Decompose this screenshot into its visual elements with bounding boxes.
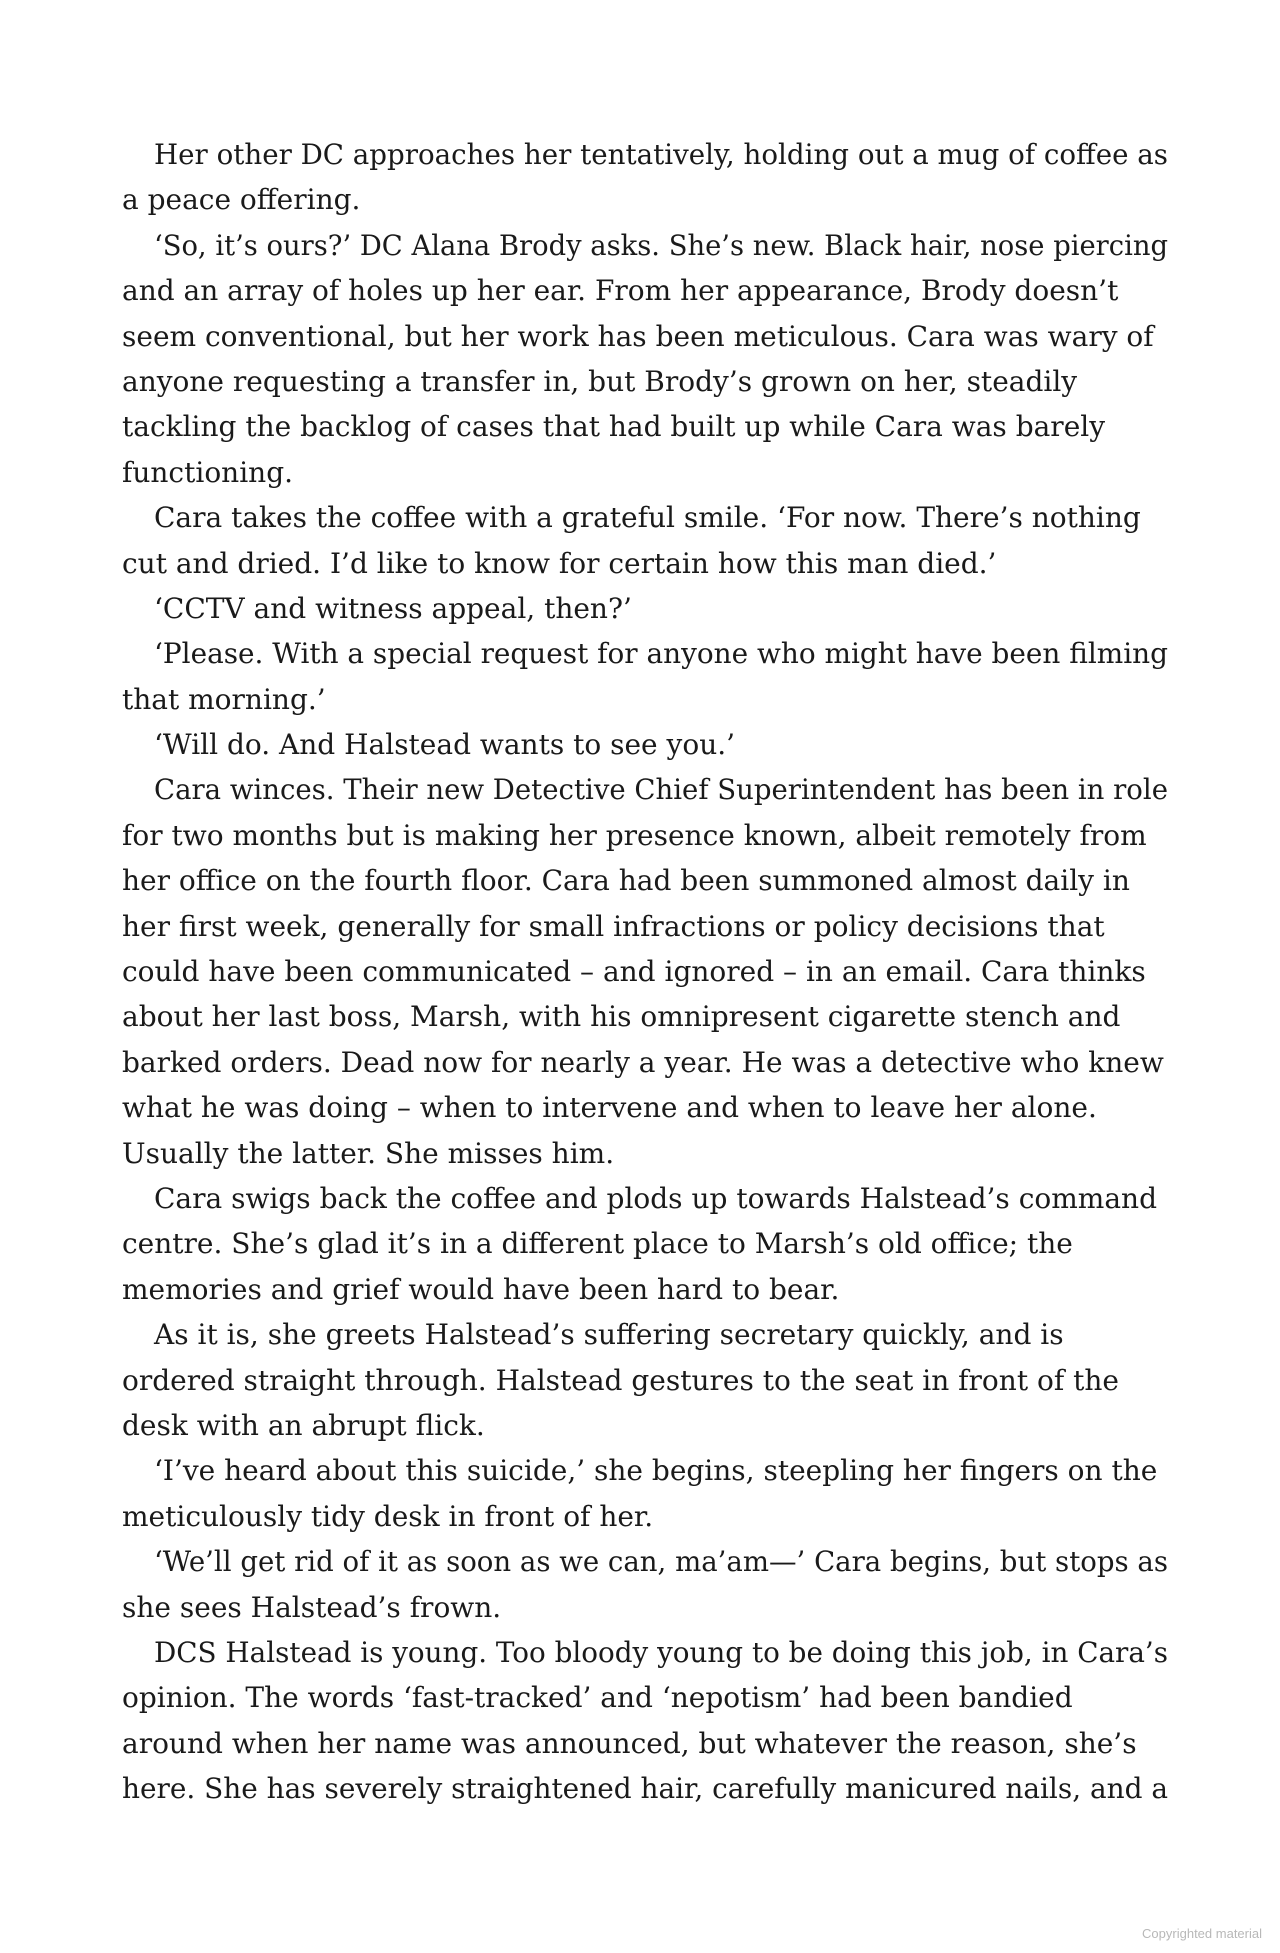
text-line: barked orders. Dead now for nearly a year. He was a detective who knew [122, 1045, 1164, 1079]
text-line: that morning.’ [122, 682, 326, 716]
text-line: she sees Halstead’s frown. [122, 1590, 502, 1624]
text-line: centre. She’s glad it’s in a different place to Marsh’s old office; the [122, 1227, 1073, 1261]
text-line: anyone requesting a transfer in, but Brody’s grown on her, steadily [122, 364, 1078, 398]
text-line: here. She has severely straightened hair, carefully manicured nails, and a [122, 1772, 1168, 1806]
text-line: ‘CCTV and witness appeal, then?’ [154, 591, 632, 625]
text-line: a peace offering. [122, 183, 361, 217]
text-line: tackling the backlog of cases that had built up while Cara was barely [122, 410, 1106, 444]
text-line: functioning. [122, 455, 294, 489]
text-line: and an array of holes up her ear. From her appearance, Brody doesn’t [122, 274, 1119, 308]
text-line: ‘So, it’s ours?’ DC Alana Brody asks. She’s new. Black hair, nose piercing [154, 228, 1168, 262]
body-text [122, 132, 1168, 1811]
text-line: As it is, she greets Halstead’s suffering secretary quickly, and is [154, 1318, 1064, 1352]
text-line: Cara swigs back the coffee and plods up towards Halstead’s command [154, 1181, 1157, 1215]
text-line: what he was doing – when to intervene and when to leave her alone. [122, 1091, 1097, 1125]
text-line: ‘I’ve heard about this suicide,’ she begins, steepling her fingers on the [154, 1454, 1158, 1488]
text-line: ‘Please. With a special request for anyone who might have been filming [154, 637, 1168, 671]
text-line: Cara takes the coffee with a grateful smile. ‘For now. There’s nothing [154, 501, 1141, 535]
text-line: her office on the fourth floor. Cara had been summoned almost daily in [122, 864, 1130, 898]
copyright-notice: Copyrighted material [1142, 1926, 1262, 1941]
text-line: Her other DC approaches her tentatively, holding out a mug of coffee as [154, 138, 1168, 171]
text-line: could have been communicated – and ignored – in an email. Cara thinks [122, 955, 1146, 989]
text-line: seem conventional, but her work has been meticulous. Cara was wary of [122, 319, 1154, 353]
text-line: ordered straight through. Halstead gestures to the seat in front of the [122, 1363, 1119, 1397]
text-line: cut and dried. I’d like to know for certain how this man died.’ [122, 546, 997, 580]
text-line: memories and grief would have been hard to bear. [122, 1272, 840, 1306]
text-line: around when her name was announced, but whatever the reason, she’s [122, 1726, 1137, 1760]
text-line: opinion. The words ‘fast-tracked’ and ‘nepotism’ had been bandied [122, 1681, 1073, 1715]
text-line: meticulously tidy desk in front of her. [122, 1499, 654, 1533]
text-line: her first week, generally for small infractions or policy decisions that [122, 909, 1105, 943]
text-line: desk with an abrupt flick. [122, 1408, 485, 1442]
text-line: Cara winces. Their new Detective Chief Superintendent has been in role [154, 773, 1168, 807]
text-line: about her last boss, Marsh, with his omnipresent cigarette stench and [122, 1000, 1121, 1034]
text-line: Usually the latter. She misses him. [122, 1136, 615, 1170]
text-line: for two months but is making her presence known, albeit remotely from [122, 818, 1147, 852]
text-line: ‘Will do. And Halstead wants to see you.’ [154, 728, 736, 762]
text-line: ‘We’ll get rid of it as soon as we can, ma’am—’ Cara begins, but stops as [154, 1545, 1168, 1579]
text-line: DCS Halstead is young. Too bloody young to be doing this job, in Cara’s [154, 1635, 1168, 1669]
